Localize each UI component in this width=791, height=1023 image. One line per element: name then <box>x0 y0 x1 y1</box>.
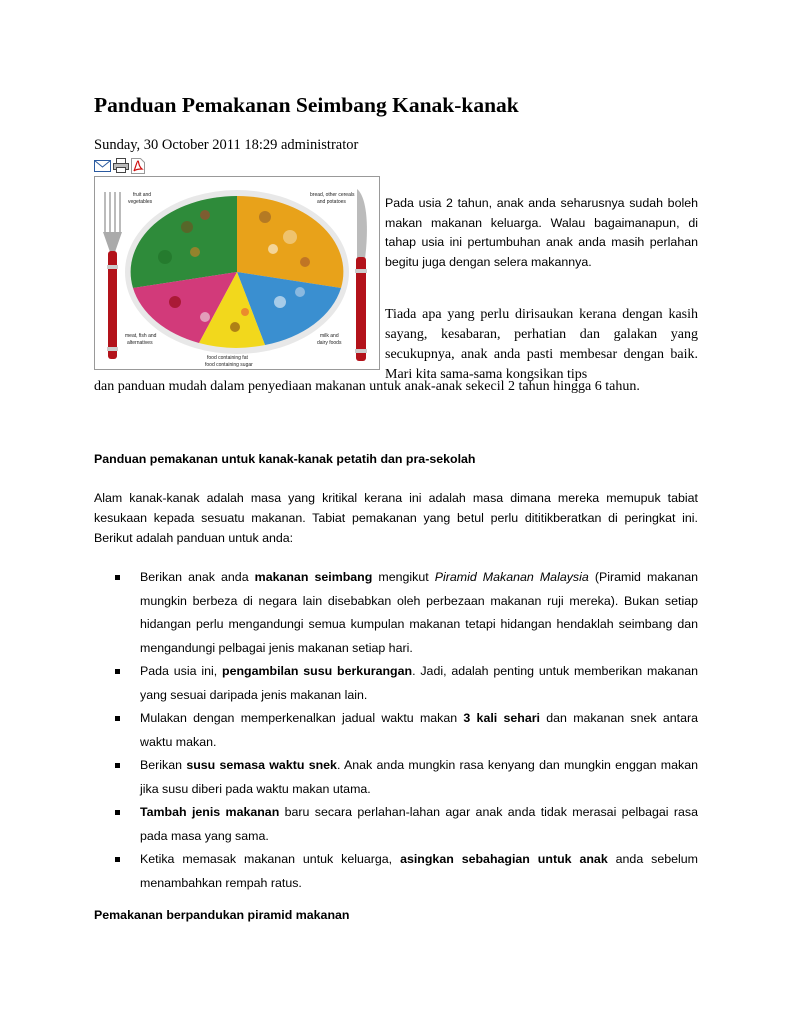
article-title: Panduan Pemakanan Seimbang Kanak-kanak <box>94 93 519 117</box>
food-plate-figure <box>94 176 380 370</box>
list-item: Mulakan dengan memperkenalkan jadual waktu makan 3 kali sehari dan makanan snek antara waktu makan. <box>94 707 698 754</box>
label-meat-2: alternatives <box>127 340 153 346</box>
label-fruit-1: fruit and <box>133 192 152 198</box>
bullet-marker <box>115 810 120 815</box>
fork-illustration <box>103 192 122 359</box>
label-meat-1: meat, fish and <box>125 333 157 339</box>
list-item: Berikan susu semasa waktu snek. Anak anda mungkin rasa kenyang dan mungkin enggan makan jika susu diberi pada waktu makan utama. <box>94 754 698 801</box>
list-item: Tambah jenis makanan baru secara perlahan-lahan agar anak anda tidak merasai pelbagai rasa pada masa yang sama. <box>94 801 698 848</box>
section-intro: Alam kanak-kanak adalah masa yang kritikal kerana ini adalah masa dimana mereka memupuk tabiat kesukaan kepada sesuatu makanan. Tabiat pemakanan yang betul perlu dititikberatkan di peringkat ini. Berikut adalah panduan untuk anda: <box>94 491 698 545</box>
pdf-icon[interactable] <box>131 158 145 174</box>
bullet-marker <box>115 857 120 862</box>
label-bread-1: bread, other cereals <box>310 192 355 198</box>
label-fat-1: food containing fat <box>207 355 248 361</box>
intro-paragraph-2: Tiada apa yang perlu dirisaukan kerana dengan kasih sayang, kesabaran, perhatian dan galakan yang secukupnya, anak anda pasti membesar dengan baik. Mari kita sama-sama kongsikan tips <box>385 307 698 382</box>
print-icon[interactable] <box>113 158 129 174</box>
bullet-marker <box>115 575 120 580</box>
label-bread-2: and potatoes <box>317 199 346 205</box>
fruit-veg-segment <box>131 196 237 288</box>
label-fruit-2: vegetables <box>128 199 153 205</box>
label-milk-1: milk and <box>320 333 339 339</box>
intro-paragraph-2-continued: dan panduan mudah dalam penyediaan makanan untuk anak-anak sekecil 2 tahun hingga 6 tahun. <box>94 379 640 394</box>
guide-bullet-list <box>94 566 698 895</box>
food-plate-illustration <box>95 177 379 369</box>
list-item: Ketika memasak makanan untuk keluarga, asingkan sebahagian untuk anak anda sebelum menambahkan rempah ratus. <box>94 848 698 895</box>
bullet-marker <box>115 763 120 768</box>
list-item: Pada usia ini, pengambilan susu berkurangan. Jadi, adalah penting untuk memberikan makanan yang sesuai daripada jenis makanan lain. <box>94 660 698 707</box>
bullet-marker <box>115 716 120 721</box>
section-heading-pyramid: Pemakanan berpandukan piramid makanan <box>94 908 350 922</box>
label-fat-2: food containing sugar <box>205 362 253 368</box>
intro-paragraph-1: Pada usia 2 tahun, anak anda seharusnya sudah boleh makan makanan keluarga. Walau bagaimanapun, di tahap usia ini pertumbuhan anak anda masih perlahan begitu juga dengan selera makannya. <box>385 196 698 270</box>
list-item: Berikan anak anda makanan seimbang mengikut Piramid Makanan Malaysia (Piramid makanan mungkin berbeza di negara lain disebabkan oleh perbezaan makanan ruji mereka). Bukan setiap hidangan perlu mengandungi semua kumpulan makanan tetapi hidangan hendaklah seimbang dan mengandungi pelbagai jenis makanan setiap hari. <box>94 566 698 660</box>
article-tools <box>94 158 145 174</box>
knife-illustration <box>355 189 367 361</box>
article-meta: Sunday, 30 October 2011 18:29 administrator <box>94 137 359 153</box>
email-icon[interactable] <box>94 158 111 174</box>
section-heading-guide: Panduan pemakanan untuk kanak-kanak petatih dan pra-sekolah <box>94 452 476 466</box>
bullet-marker <box>115 669 120 674</box>
label-milk-2: dairy foods <box>317 340 342 346</box>
